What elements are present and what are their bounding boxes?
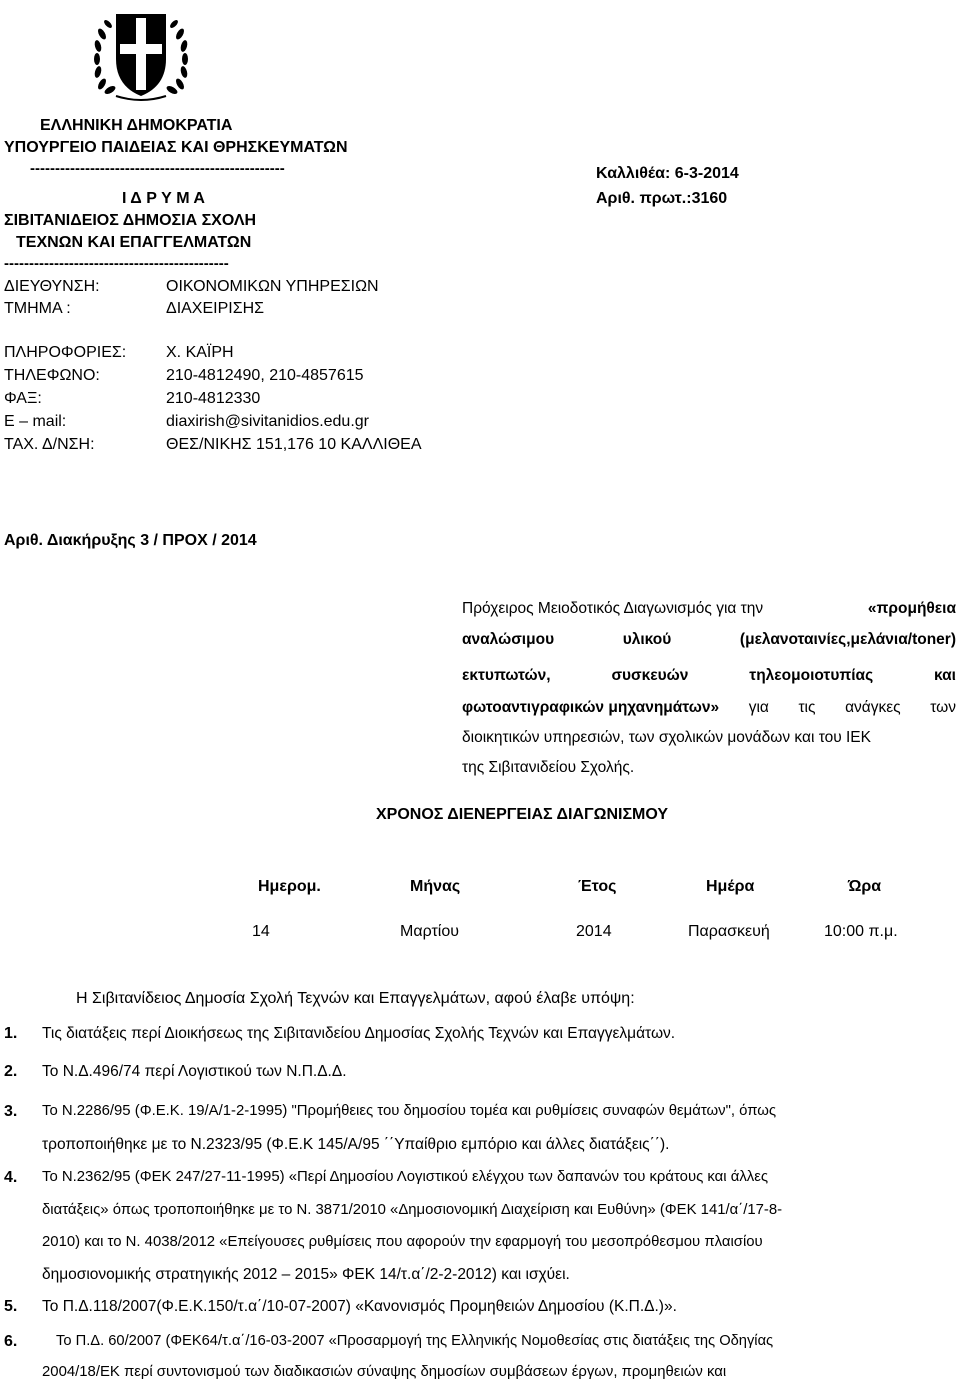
list-item-text: Το Π.Δ.118/2007(Φ.Ε.Κ.150/τ.α΄/10-07-2007) «Κανονισμός Προμηθειών Δημοσίου (Κ.Π.Δ.)». — [42, 1298, 677, 1315]
school-name-line1: ΣΙΒΙΤΑΝΙΔΕΙΟΣ ΔΗΜΟΣΙΑ ΣΧΟΛΗ — [4, 212, 257, 229]
schedule-value-month: Μαρτίου — [400, 923, 459, 940]
schedule-header-month: Μήνας — [410, 878, 461, 895]
subject-word: για — [748, 699, 769, 716]
subject-word: τις — [798, 699, 816, 716]
subject-word: αναλώσιμου — [462, 631, 555, 648]
contact-value: Χ. ΚΑΪΡΗ — [166, 344, 234, 361]
separator-line: --------------------------------------------- — [4, 255, 229, 272]
contact-label: ΠΛΗΡΟΦΟΡΙΕΣ: — [4, 344, 127, 361]
subject-word: εκτυπωτών, — [462, 667, 551, 684]
greek-coat-of-arms-emblem — [86, 4, 196, 104]
schedule-value-day: Παρασκευή — [688, 923, 770, 940]
fax-label: ΦΑΞ: — [4, 390, 42, 407]
subject-line-2 — [462, 631, 956, 649]
list-item-text: Το Π.Δ. 60/2007 (ΦΕΚ64/τ.α΄/16-03-2007 «Προσαρμογή της Ελληνικής Νομοθεσίας στις διατάξεις της Οδηγίας — [56, 1333, 774, 1349]
section-label: ΤΜΗΜΑ : — [4, 300, 71, 317]
list-item-text: Τις διατάξεις περί Διοικήσεως της Σιβιτανιδείου Δημοσίας Σχολής Τεχνών και Επαγγελμάτων. — [42, 1025, 676, 1042]
email-label: E – mail: — [4, 413, 67, 430]
schedule-value-date: 14 — [252, 923, 270, 940]
subject-text: «προμήθεια — [867, 600, 956, 617]
subject-line-4 — [462, 699, 956, 717]
protocol-number: Αριθ. πρωτ.:3160 — [596, 190, 728, 207]
address-value: ΘΕΣ/ΝΙΚΗΣ 151,176 10 ΚΑΛΛΙΘΕΑ — [166, 436, 422, 453]
list-item-text: Το Ν.2362/95 (ΦΕΚ 247/27-11-1995) «Περί Δημοσίου Λογιστικού ελέγχου των δαπανών του κράτους και άλλες — [42, 1169, 769, 1185]
list-item-text: τροποποιήθηκε με το Ν.2323/95 (Φ.Ε.Κ 145/Α/95 ΄΄Υπαίθριο εμπόριο και άλλες διατάξεις΄΄). — [42, 1136, 670, 1153]
list-number: 4. — [4, 1169, 18, 1186]
subject-word: (μελανοταινίες,μελάνια/toner) — [739, 631, 956, 648]
schedule-value-time: 10:00 π.μ. — [824, 923, 898, 940]
subject-line-6: της Σιβιτανιδείου Σχολής. — [462, 759, 635, 776]
phone-label: ΤΗΛΕΦΩΝΟ: — [4, 367, 100, 384]
address-label: ΤΑΧ. Δ/ΝΣΗ: — [4, 436, 95, 453]
intro-text: Η Σιβιτανίδειος Δημοσία Σχολή Τεχνών και Επαγγελμάτων, αφού έλαβε υπόψη: — [76, 990, 635, 1007]
list-item-text: δημοσιονομικής στρατηγικής 2012 – 2015» ΦΕΚ 14/τ.α΄/2-2-2012) και ισχύει. — [42, 1266, 570, 1283]
email-value: diaxirish@sivitanidios.edu.gr — [166, 413, 369, 430]
schedule-value-year: 2014 — [576, 923, 612, 940]
subject-word: συσκευών — [611, 667, 689, 684]
subject-word: και — [934, 667, 956, 684]
schedule-header-date: Ημερομ. — [258, 878, 321, 895]
subject-line-5: διοικητικών υπηρεσιών, των σχολικών μονάδων και του ΙΕΚ — [462, 729, 871, 746]
list-number: 3. — [4, 1103, 18, 1120]
school-name-line2: ΤΕΧΝΩΝ ΚΑΙ ΕΠΑΓΓΕΛΜΑΤΩΝ — [16, 234, 252, 251]
schedule-header-day: Ημέρα — [706, 878, 755, 895]
subject-text: Πρόχειρος Μειοδοτικός Διαγωνισμός για την — [462, 600, 764, 617]
department-value: ΟΙΚΟΝΟΜΙΚΩΝ ΥΠΗΡΕΣΙΩΝ — [166, 278, 379, 295]
phone-value: 210-4812490, 210-4857615 — [166, 367, 364, 384]
subject-text: φωτοαντιγραφικών μηχανημάτων» — [462, 699, 720, 716]
subject-line-1 — [462, 600, 956, 618]
subject-word: ανάγκες — [845, 699, 901, 716]
schedule-header-year: Έτος — [578, 878, 617, 895]
republic-heading: ΕΛΛΗΝΙΚΗ ΔΗΜΟΚΡΑΤΙΑ — [40, 117, 233, 134]
list-item-text: Το Ν.Δ.496/74 περί Λογιστικού των Ν.Π.Δ.Δ. — [42, 1063, 347, 1080]
list-number: 5. — [4, 1298, 18, 1315]
list-item-text: 2010) και το Ν. 4038/2012 «Επείγουσες ρυθμίσεις που αφορούν την εφαρμογή του μεσοπρόθεσμου πλαισίου — [42, 1234, 763, 1250]
schedule-title: ΧΡΟΝΟΣ ΔΙΕΝΕΡΓΕΙΑΣ ΔΙΑΓΩΝΙΣΜΟΥ — [376, 806, 669, 823]
subject-line-3 — [462, 667, 956, 685]
section-value: ΔΙΑΧΕΙΡΙΣΗΣ — [166, 300, 265, 317]
list-item-text: 2004/18/ΕΚ περί συντονισμού των διαδικασιών σύναψης δημοσίων συμβάσεων έργων, προμηθειών και — [42, 1364, 727, 1380]
announcement-number: Αριθ. Διακήρυξης 3 / ΠΡΟΧ / 2014 — [4, 532, 257, 549]
subject-word: υλικού — [622, 631, 672, 648]
list-number: 6. — [4, 1333, 18, 1350]
department-label: ΔΙΕΥΘΥΝΣΗ: — [4, 278, 100, 295]
place-date: Καλλιθέα: 6-3-2014 — [596, 165, 739, 182]
ministry-heading: ΥΠΟΥΡΓΕΙΟ ΠΑΙΔΕΙΑΣ ΚΑΙ ΘΡΗΣΚΕΥΜΑΤΩΝ — [4, 139, 348, 156]
fax-value: 210-4812330 — [166, 390, 261, 407]
list-number: 2. — [4, 1063, 18, 1080]
idryma-heading: Ι Δ Ρ Υ Μ Α — [122, 190, 205, 207]
separator-line: --------------------------------------------------- — [30, 160, 285, 177]
schedule-header-time: Ώρα — [848, 878, 882, 895]
list-item-text: διατάξεις» όπως τροποποιήθηκε με το Ν. 3871/2010 «Δημοσιονομική Διαχείριση και Ευθύνη» (ΦΕΚ 141/α΄/17-8- — [42, 1202, 783, 1218]
list-number: 1. — [4, 1025, 18, 1042]
list-item-text: Το Ν.2286/95 (Φ.Ε.Κ. 19/Α/1-2-1995) "Προμήθειες του δημοσίου τομέα και ρυθμίσεις συναφών θεμάτων", όπως — [42, 1103, 777, 1119]
subject-word: των — [930, 699, 956, 716]
subject-word: τηλεομοιοτυπίας — [749, 667, 874, 684]
